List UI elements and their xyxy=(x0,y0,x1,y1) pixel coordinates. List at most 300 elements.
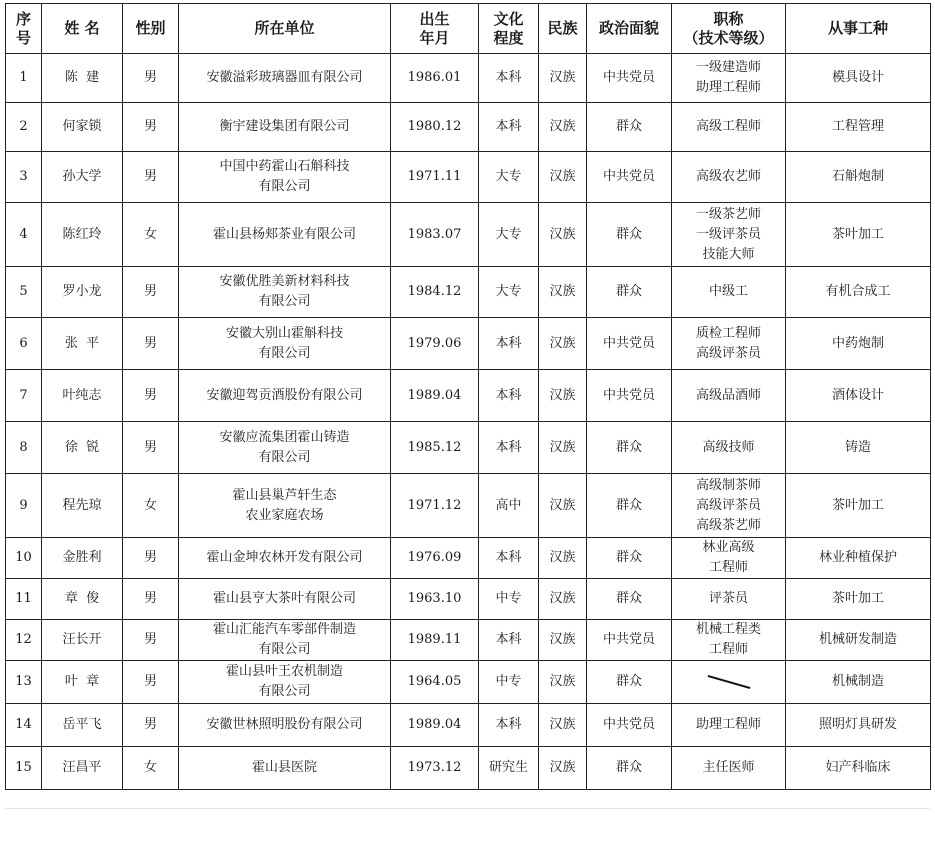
political-text: 中共党员 xyxy=(602,70,655,85)
cell-gender xyxy=(123,203,179,267)
employer-line: 霍山县叶王农机制造 xyxy=(225,664,343,679)
trade-text: 照明灯具研发 xyxy=(818,717,897,732)
education-text: 中专 xyxy=(495,674,522,689)
cell-name xyxy=(42,152,123,203)
cell-education xyxy=(479,203,539,267)
cell-index xyxy=(6,474,42,538)
political-text: 群众 xyxy=(615,226,642,242)
education-text: 中专 xyxy=(495,591,522,606)
political-text: 群众 xyxy=(615,119,642,134)
trade-text: 机械制造 xyxy=(831,674,884,689)
cell-trade xyxy=(786,152,931,203)
table-row xyxy=(6,704,931,747)
political-text: 群众 xyxy=(615,284,642,299)
cell-title xyxy=(672,203,786,267)
cell-political xyxy=(587,661,672,704)
title-line: 高级品酒师 xyxy=(695,387,761,403)
index-text: 12 xyxy=(15,632,32,647)
index-text: 6 xyxy=(19,335,28,351)
cell-political xyxy=(587,422,672,474)
cell-index xyxy=(6,538,42,579)
ethnicity-text: 汉族 xyxy=(549,169,576,184)
cell-trade xyxy=(786,661,931,704)
column-header-line: 姓 名 xyxy=(64,19,100,37)
title-line: 高级评茶员 xyxy=(695,497,761,513)
gender-text: 男 xyxy=(143,717,157,732)
cell-birth xyxy=(391,103,479,152)
table-row xyxy=(6,54,931,103)
gender-text: 男 xyxy=(143,387,157,403)
cell-political xyxy=(587,318,672,370)
index-text: 13 xyxy=(15,674,32,689)
cell-index xyxy=(6,370,42,422)
cell-education xyxy=(479,267,539,318)
cell-political xyxy=(587,152,672,203)
cell-name xyxy=(42,103,123,152)
cell-gender xyxy=(123,103,179,152)
gender-text: 男 xyxy=(143,335,157,351)
cell-education xyxy=(479,579,539,620)
cell-title xyxy=(672,54,786,103)
table-row xyxy=(6,579,931,620)
cell-gender xyxy=(123,318,179,370)
column-header-line: 性别 xyxy=(135,19,166,37)
political-text: 群众 xyxy=(615,591,642,606)
personnel-table xyxy=(5,3,931,790)
title-line: 高级制茶师 xyxy=(695,477,761,493)
cell-trade xyxy=(786,422,931,474)
trade-text: 铸造 xyxy=(844,439,871,455)
birth-text: 1989.04 xyxy=(407,717,462,732)
cell-birth xyxy=(391,370,479,422)
trade-text: 有机合成工 xyxy=(825,284,891,299)
ethnicity-text: 汉族 xyxy=(549,335,576,351)
cell-title xyxy=(672,704,786,747)
employer-line: 有限公司 xyxy=(258,345,311,361)
name-text: 罗小龙 xyxy=(62,284,102,299)
table-row xyxy=(6,152,931,203)
title-line: 高级工程师 xyxy=(695,119,761,134)
name-text: 叶 章 xyxy=(64,674,100,689)
cell-birth xyxy=(391,620,479,661)
cell-index xyxy=(6,152,42,203)
trade-text: 林业种植保护 xyxy=(818,550,897,565)
trade-text: 酒体设计 xyxy=(831,387,884,403)
table-row xyxy=(6,370,931,422)
cell-ethnicity xyxy=(539,152,587,203)
cell-gender xyxy=(123,54,179,103)
ethnicity-text: 汉族 xyxy=(549,70,576,85)
name-text: 岳平飞 xyxy=(62,717,102,732)
column-header-gender xyxy=(123,4,179,54)
cell-employer xyxy=(179,103,391,152)
column-header-line: 民族 xyxy=(547,19,578,37)
cell-title xyxy=(672,474,786,538)
cell-name xyxy=(42,620,123,661)
cell-employer xyxy=(179,747,391,790)
cell-title xyxy=(672,267,786,318)
cell-gender xyxy=(123,267,179,318)
cell-employer xyxy=(179,474,391,538)
cell-name xyxy=(42,747,123,790)
cell-education xyxy=(479,370,539,422)
cell-trade xyxy=(786,103,931,152)
education-text: 大专 xyxy=(495,226,522,242)
cell-gender xyxy=(123,704,179,747)
cell-employer xyxy=(179,370,391,422)
title-line: 一级茶艺师 xyxy=(695,206,761,222)
cell-education xyxy=(479,54,539,103)
title-line: 主任医师 xyxy=(702,760,755,775)
cell-education xyxy=(479,474,539,538)
cell-name xyxy=(42,422,123,474)
column-header-trade xyxy=(786,4,931,54)
cell-employer xyxy=(179,422,391,474)
cell-gender xyxy=(123,538,179,579)
cell-political xyxy=(587,203,672,267)
employer-line: 农业家庭农场 xyxy=(245,507,324,523)
birth-text: 1963.10 xyxy=(407,591,462,606)
trade-text: 茶叶加工 xyxy=(831,226,884,242)
cell-ethnicity xyxy=(539,661,587,704)
cell-education xyxy=(479,422,539,474)
index-text: 7 xyxy=(19,387,28,403)
cell-gender xyxy=(123,747,179,790)
cell-ethnicity xyxy=(539,704,587,747)
employer-line: 安徽世林照明股份有限公司 xyxy=(206,717,363,732)
cell-ethnicity xyxy=(539,474,587,538)
title-line: 技能大师 xyxy=(702,246,755,262)
education-text: 本科 xyxy=(495,717,522,732)
name-text: 程先琼 xyxy=(62,497,102,513)
index-text: 2 xyxy=(19,119,28,134)
birth-text: 1976.09 xyxy=(407,550,462,565)
column-header-line: （技术等级） xyxy=(683,28,774,47)
cell-birth xyxy=(391,422,479,474)
cell-title xyxy=(672,152,786,203)
cell-name xyxy=(42,661,123,704)
cell-political xyxy=(587,620,672,661)
index-text: 4 xyxy=(19,226,28,242)
column-header-line: 职称 xyxy=(713,9,744,28)
title-line: 工程师 xyxy=(708,642,748,657)
cell-employer xyxy=(179,54,391,103)
cell-trade xyxy=(786,203,931,267)
trade-text: 茶叶加工 xyxy=(831,591,884,606)
ethnicity-text: 汉族 xyxy=(549,591,576,606)
column-header-line: 文化 xyxy=(493,9,524,28)
cell-birth xyxy=(391,54,479,103)
not-applicable-dash xyxy=(707,674,750,688)
title-line: 质检工程师 xyxy=(695,325,761,341)
title-line: 评茶员 xyxy=(708,591,748,606)
employer-line: 霍山县亨大茶叶有限公司 xyxy=(212,591,356,606)
column-header-political xyxy=(587,4,672,54)
table-body xyxy=(6,54,931,790)
gender-text: 男 xyxy=(143,550,157,565)
column-header-line: 程度 xyxy=(493,28,524,47)
employer-line: 安徽溢彩玻璃器皿有限公司 xyxy=(206,70,363,85)
column-header-birth xyxy=(391,4,479,54)
cell-ethnicity xyxy=(539,203,587,267)
table-row xyxy=(6,474,931,538)
title-line: 中级工 xyxy=(708,284,748,299)
cell-index xyxy=(6,661,42,704)
political-text: 群众 xyxy=(615,439,642,455)
cell-birth xyxy=(391,704,479,747)
gender-text: 男 xyxy=(143,674,157,689)
ethnicity-text: 汉族 xyxy=(549,284,576,299)
cell-education xyxy=(479,661,539,704)
title-line: 高级农艺师 xyxy=(695,169,761,184)
education-text: 本科 xyxy=(495,70,522,85)
ethnicity-text: 汉族 xyxy=(549,674,576,689)
index-text: 10 xyxy=(15,550,32,565)
cell-political xyxy=(587,54,672,103)
cell-gender xyxy=(123,579,179,620)
birth-text: 1989.11 xyxy=(407,632,462,647)
cell-index xyxy=(6,422,42,474)
trade-text: 中药炮制 xyxy=(831,335,884,351)
cell-index xyxy=(6,103,42,152)
birth-text: 1980.12 xyxy=(407,119,462,134)
cell-name xyxy=(42,54,123,103)
column-header-line: 从事工种 xyxy=(827,19,888,37)
birth-text: 1989.04 xyxy=(407,387,462,403)
name-text: 汪长开 xyxy=(62,632,102,647)
education-text: 研究生 xyxy=(488,760,528,775)
title-line: 一级建造师 xyxy=(695,60,761,75)
cell-name xyxy=(42,474,123,538)
cell-name xyxy=(42,203,123,267)
index-text: 8 xyxy=(19,439,28,455)
political-text: 中共党员 xyxy=(602,632,655,647)
education-text: 本科 xyxy=(495,387,522,403)
name-text: 陈 建 xyxy=(64,70,100,85)
name-text: 叶纯志 xyxy=(62,387,102,403)
cell-ethnicity xyxy=(539,54,587,103)
trade-text: 石斛炮制 xyxy=(831,169,884,184)
cell-ethnicity xyxy=(539,103,587,152)
political-text: 中共党员 xyxy=(602,335,655,351)
title-line: 机械工程类 xyxy=(695,622,761,637)
index-text: 15 xyxy=(15,760,32,775)
table-row xyxy=(6,620,931,661)
birth-text: 1964.05 xyxy=(407,674,462,689)
cell-ethnicity xyxy=(539,538,587,579)
table-row xyxy=(6,661,931,704)
birth-text: 1979.06 xyxy=(407,335,462,351)
employer-line: 霍山汇能汽车零部件制造 xyxy=(212,622,356,637)
gender-text: 男 xyxy=(143,169,157,184)
table-row xyxy=(6,538,931,579)
employer-line: 安徽迎驾贡酒股份有限公司 xyxy=(206,387,363,403)
trade-text: 模具设计 xyxy=(831,70,884,85)
cell-title xyxy=(672,422,786,474)
political-text: 中共党员 xyxy=(602,387,655,403)
education-text: 大专 xyxy=(495,169,522,184)
cell-birth xyxy=(391,538,479,579)
table-row xyxy=(6,203,931,267)
table-row xyxy=(6,267,931,318)
cell-name xyxy=(42,538,123,579)
cell-political xyxy=(587,579,672,620)
cell-birth xyxy=(391,747,479,790)
cell-employer xyxy=(179,538,391,579)
cell-name xyxy=(42,267,123,318)
cell-gender xyxy=(123,370,179,422)
cell-political xyxy=(587,370,672,422)
cell-index xyxy=(6,54,42,103)
page-bottom-divider xyxy=(5,808,930,809)
cell-birth xyxy=(391,318,479,370)
birth-text: 1971.12 xyxy=(407,497,462,513)
column-header-line: 年月 xyxy=(419,28,450,47)
column-header-line: 序 xyxy=(15,9,31,28)
column-header-ethnicity xyxy=(539,4,587,54)
cell-education xyxy=(479,152,539,203)
column-header-employer xyxy=(179,4,391,54)
cell-name xyxy=(42,318,123,370)
cell-ethnicity xyxy=(539,267,587,318)
ethnicity-text: 汉族 xyxy=(549,387,576,403)
title-line: 高级茶艺师 xyxy=(695,517,761,533)
employer-line: 霍山县巢芦轩生态 xyxy=(232,487,337,503)
ethnicity-text: 汉族 xyxy=(549,119,576,134)
cell-title xyxy=(672,620,786,661)
cell-employer xyxy=(179,704,391,747)
cell-trade xyxy=(786,474,931,538)
education-text: 本科 xyxy=(495,335,522,351)
cell-political xyxy=(587,474,672,538)
cell-trade xyxy=(786,747,931,790)
cell-trade xyxy=(786,538,931,579)
trade-text: 妇产科临床 xyxy=(825,760,891,775)
gender-text: 男 xyxy=(143,284,157,299)
cell-title xyxy=(672,747,786,790)
table-row xyxy=(6,747,931,790)
cell-education xyxy=(479,103,539,152)
cell-employer xyxy=(179,661,391,704)
education-text: 本科 xyxy=(495,119,522,134)
cell-index xyxy=(6,747,42,790)
trade-text: 机械研发制造 xyxy=(818,632,897,647)
cell-political xyxy=(587,704,672,747)
employer-line: 安徽应流集团霍山铸造 xyxy=(219,429,350,445)
index-text: 5 xyxy=(19,284,28,299)
cell-gender xyxy=(123,474,179,538)
cell-employer xyxy=(179,267,391,318)
cell-birth xyxy=(391,152,479,203)
title-line: 高级技师 xyxy=(702,439,755,455)
cell-trade xyxy=(786,704,931,747)
name-text: 金胜利 xyxy=(62,550,102,565)
index-text: 14 xyxy=(15,717,32,732)
cell-trade xyxy=(786,318,931,370)
gender-text: 男 xyxy=(143,119,157,134)
cell-trade xyxy=(786,267,931,318)
cell-education xyxy=(479,620,539,661)
title-line: 工程师 xyxy=(708,560,748,575)
cell-education xyxy=(479,538,539,579)
column-header-title xyxy=(672,4,786,54)
political-text: 中共党员 xyxy=(602,169,655,184)
cell-political xyxy=(587,103,672,152)
ethnicity-text: 汉族 xyxy=(549,550,576,565)
employer-line: 有限公司 xyxy=(258,642,311,657)
cell-title xyxy=(672,538,786,579)
column-header-line: 所在单位 xyxy=(254,19,315,37)
cell-ethnicity xyxy=(539,747,587,790)
cell-gender xyxy=(123,661,179,704)
cell-title xyxy=(672,103,786,152)
index-text: 11 xyxy=(15,591,32,606)
name-text: 徐 锐 xyxy=(64,439,100,455)
employer-line: 有限公司 xyxy=(258,449,311,465)
birth-text: 1983.07 xyxy=(407,226,462,242)
cell-ethnicity xyxy=(539,422,587,474)
employer-line: 霍山县医院 xyxy=(251,760,317,775)
birth-text: 1986.01 xyxy=(407,70,462,85)
cell-trade xyxy=(786,579,931,620)
gender-text: 男 xyxy=(143,439,157,455)
cell-birth xyxy=(391,661,479,704)
cell-employer xyxy=(179,203,391,267)
gender-text: 女 xyxy=(143,760,157,775)
cell-name xyxy=(42,579,123,620)
cell-trade xyxy=(786,54,931,103)
trade-text: 工程管理 xyxy=(831,119,884,134)
cell-index xyxy=(6,579,42,620)
employer-line: 霍山金坤农林开发有限公司 xyxy=(206,550,363,565)
political-text: 群众 xyxy=(615,760,642,775)
cell-ethnicity xyxy=(539,318,587,370)
index-text: 1 xyxy=(19,70,28,85)
gender-text: 女 xyxy=(143,226,157,242)
ethnicity-text: 汉族 xyxy=(549,632,576,647)
table-row xyxy=(6,422,931,474)
column-header-line: 政治面貌 xyxy=(598,19,659,37)
cell-birth xyxy=(391,203,479,267)
title-line: 助理工程师 xyxy=(695,80,761,95)
table-row xyxy=(6,318,931,370)
ethnicity-text: 汉族 xyxy=(549,717,576,732)
employer-line: 有限公司 xyxy=(258,294,311,309)
cell-gender xyxy=(123,152,179,203)
education-text: 大专 xyxy=(495,284,522,299)
cell-birth xyxy=(391,267,479,318)
birth-text: 1971.11 xyxy=(407,169,462,184)
name-text: 张 平 xyxy=(64,335,100,351)
trade-text: 茶叶加工 xyxy=(831,497,884,513)
ethnicity-text: 汉族 xyxy=(549,439,576,455)
gender-text: 男 xyxy=(143,591,157,606)
employer-line: 霍山县杨郏茶业有限公司 xyxy=(212,226,356,242)
cell-trade xyxy=(786,620,931,661)
column-header-index xyxy=(6,4,42,54)
title-line: 一级评茶员 xyxy=(695,226,761,242)
employer-line: 安徽大别山霍斛科技 xyxy=(225,325,343,341)
cell-education xyxy=(479,704,539,747)
cell-employer xyxy=(179,318,391,370)
cell-trade xyxy=(786,370,931,422)
table-header-row xyxy=(6,4,931,54)
gender-text: 女 xyxy=(143,497,157,513)
cell-title xyxy=(672,579,786,620)
title-line: 助理工程师 xyxy=(695,717,761,732)
employer-line: 有限公司 xyxy=(258,684,311,699)
title-line: 林业高级 xyxy=(702,540,755,555)
